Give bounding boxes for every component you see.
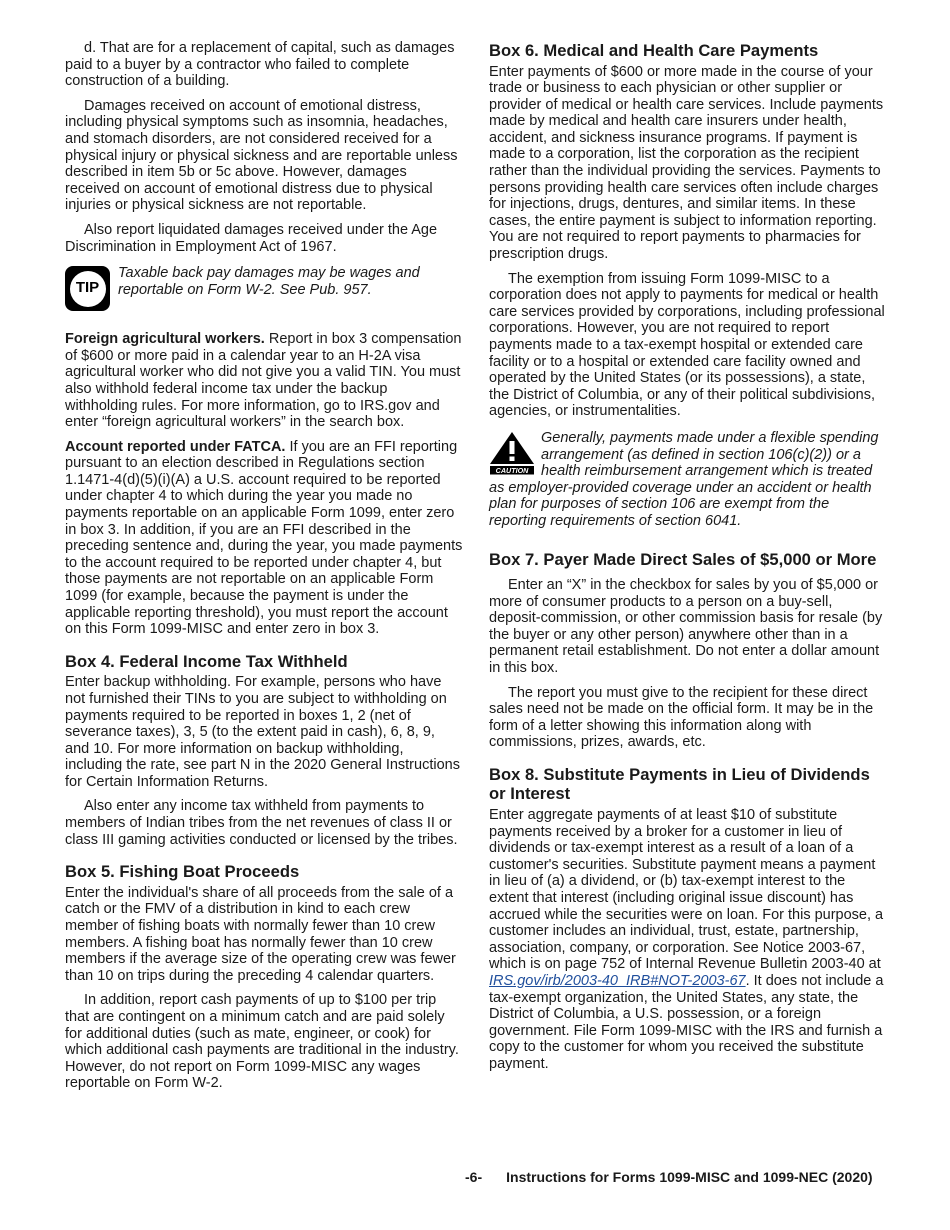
lead-fatca: Account reported under FATCA. <box>65 438 286 455</box>
lead-foreign-agricultural-workers: Foreign agricultural workers. <box>65 331 265 348</box>
tip-icon <box>65 266 110 311</box>
left-column <box>65 40 463 1100</box>
caution-text: Generally, payments made under a flexible spending arrangement (as defined in section 106(c)(2)) or a health reimbursement arrangement which is treated as employer-provided coverage under an accident or health plan for purposes of section 106 are exempt from the reporting requirements of section 6041. <box>489 429 879 529</box>
text-fatca: If you are an FFI reporting pursuant to an election described in Regulations section 1.1471-4(d)(5)(i)(A) a U.S. account required to be reported under chapter 4 to which during the year you made no payments reportable on an applicable Form 1099, enter zero in box 3. In addition, if you are an FFI described in the preceding sentence and, during the year, you made payments to the account required to be reported under chapter 4, but those payments are not reportable on an applicable Form 1099 (for example, because the payment is under the applicable reporting threshold), you must report the account on this Form 1099-MISC and enter zero in box 3. <box>65 438 463 638</box>
footer-doc-title: Instructions for Forms 1099-MISC and 1099-NEC (2020) <box>506 1169 873 1185</box>
caution-icon <box>489 431 535 475</box>
paragraph-box5-proceeds: Enter the individual's share of all proceeds from the sale of a catch or the FMV of a distribution in kind to each crew member of fishing boats with normally fewer than 10 crew members. A fishing boat has normally fewer than 10 crew members if the average size of the operating crew was fewer than 10 on trips during the preceding 4 calendar quarters. <box>65 884 456 984</box>
paragraph-box6-payments: Enter payments of $600 or more made in the course of your trade or business to each physician or other supplier or provider of medical or health care services. Include payments made by medical and health care insurers under health, accident, and sickness insurance programs. If payment is made to a corporation, list the corporation as the recipient rather than the individual providing the services. Payments to persons providing health care services often include charges for injections, drugs, dentures, and similar items. In these cases, the entire payment is subject to information reporting. You are not required to report payments to pharmacies for prescription drugs. <box>489 63 884 263</box>
heading-box8: Box 8. Substitute Payments in Lieu of Dividends or Interest <box>489 764 870 804</box>
paragraph-box5-cash-payments: In addition, report cash payments of up to $100 per trip that are contingent on a minimum catch and are paid solely for additional duties (such as mate, engineer, or cook) for which additional cash payments are traditional in the industry. However, do not report on Form 1099-MISC any wages reportable on Form W-2. <box>65 992 459 1092</box>
paragraph-box4-backup: Enter backup withholding. For example, persons who have not furnished their TINs to you are subject to withholding on payments required to be reported in boxes 1, 2 (net of severance taxes), 3, 5 (to the extent paid in cash), 6, 8, 9, and 10. For more information on backup withholding, including the rate, see part N in the 2020 General Instructions for Certain Information Returns. <box>65 674 460 790</box>
paragraph-box7-report: The report you must give to the recipient for these direct sales need not be made on the official form. It may be in the form of a letter showing this information along with commissions, prizes, awards, etc. <box>489 684 874 751</box>
caution-icon-label: CAUTION <box>495 465 529 475</box>
paragraph-emotional-distress: Damages received on account of emotional distress, including physical symptoms such as insomnia, headaches, and stomach disorders, are not considered received for a physical injury or physical sickness and are reportable unless described in item 5b or 5c above. However, damages received on account of emotional distress due to physical injuries or physical sickness are not reportable. <box>65 97 458 214</box>
heading-box5: Box 5. Fishing Boat Proceeds <box>65 862 300 882</box>
paragraph-liquidated-damages: Also report liquidated damages received under the Age Discrimination in Employment Act of 1967. <box>65 221 438 255</box>
text-box8-part1: Enter aggregate payments of at least $10 of substitute payments received by a broker for a customer in lieu of dividends or tax-exempt interest as a result of a loan of a customer's securities. Substitute payment means a payment in lieu of (a) a dividend, or (b) tax-exempt interest to the extent that interest (including original issue discount) has accrued while the securities were on loan. For this purpose, a customer includes an individual, trust, estate, partnership, association, company, or corporation. See Notice 2003-67, which is on page 752 of Internal Revenue Bulletin 2003-40 at <box>489 806 884 973</box>
text-box8-part2: . It does not include a tax-exempt organization, the United States, any state, the District of Columbia, a U.S. possession, or a foreign government. File Form 1099-MISC with the IRS and furnish a copy to the customer for whom you received the substitute payment. <box>489 972 884 1072</box>
tip-note <box>65 265 463 313</box>
heading-box6: Box 6. Medical and Health Care Payments <box>489 41 819 60</box>
paragraph-box4-indian-tribes: Also enter any income tax withheld from payments to members of Indian tribes from the net revenues of class II or class III gaming activities conducted or licensed by the tribes. <box>65 798 458 848</box>
tip-icon-label: TIP <box>70 271 106 307</box>
text-foreign-agricultural-workers: Report in box 3 compensation of $600 or more paid in a calendar year to an H-2A visa agricultural worker who did not give you a valid TIN. You must also withhold federal income tax under the backup withholding rules. For more information, go to IRS.gov and enter “foreign agricultural workers” in the search box. <box>65 331 462 431</box>
caution-note <box>489 430 887 530</box>
paragraph-fatca <box>65 439 463 638</box>
tip-text: Taxable back pay damages may be wages and reportable on Form W-2. See Pub. 957. <box>118 265 420 298</box>
page-number: -6- <box>465 1169 483 1185</box>
link-irb-2003-40[interactable]: IRS.gov/irb/2003-40_IRB#NOT-2003-67 <box>489 972 746 989</box>
page-footer <box>465 1169 873 1185</box>
paragraph-item-d: d. That are for a replacement of capital, such as damages paid to a buyer by a contractor who failed to complete construction of a building. <box>65 40 455 90</box>
heading-box7: Box 7. Payer Made Direct Sales of $5,000 or More <box>489 549 877 569</box>
right-column <box>489 40 887 1080</box>
paragraph-box6-exemption: The exemption from issuing Form 1099-MISC to a corporation does not apply to payments for medical or health care services provided by corporations, including professional corporations. However, you are not required to report payments made to a tax-exempt hospital or extended care facility or to a hospital or extended care facility owned and operated by the United States (or its possessions), a state, the District of Columbia, or any of their political subdivisions, agencies, or instrumentalities. <box>489 270 885 420</box>
paragraph-box7-sales: Enter an “X” in the checkbox for sales by you of $5,000 or more of consumer products to a person on a buy-sell, deposit-commission, or other commission basis for resale (by the buyer or any other person) anywhere other than in a permanent retail establishment. Do not enter a dollar amount in this box. <box>489 577 883 676</box>
heading-box4: Box 4. Federal Income Tax Withheld <box>65 651 348 671</box>
paragraph-foreign-agricultural-workers <box>65 331 463 431</box>
paragraph-box8-substitute <box>489 807 887 1073</box>
